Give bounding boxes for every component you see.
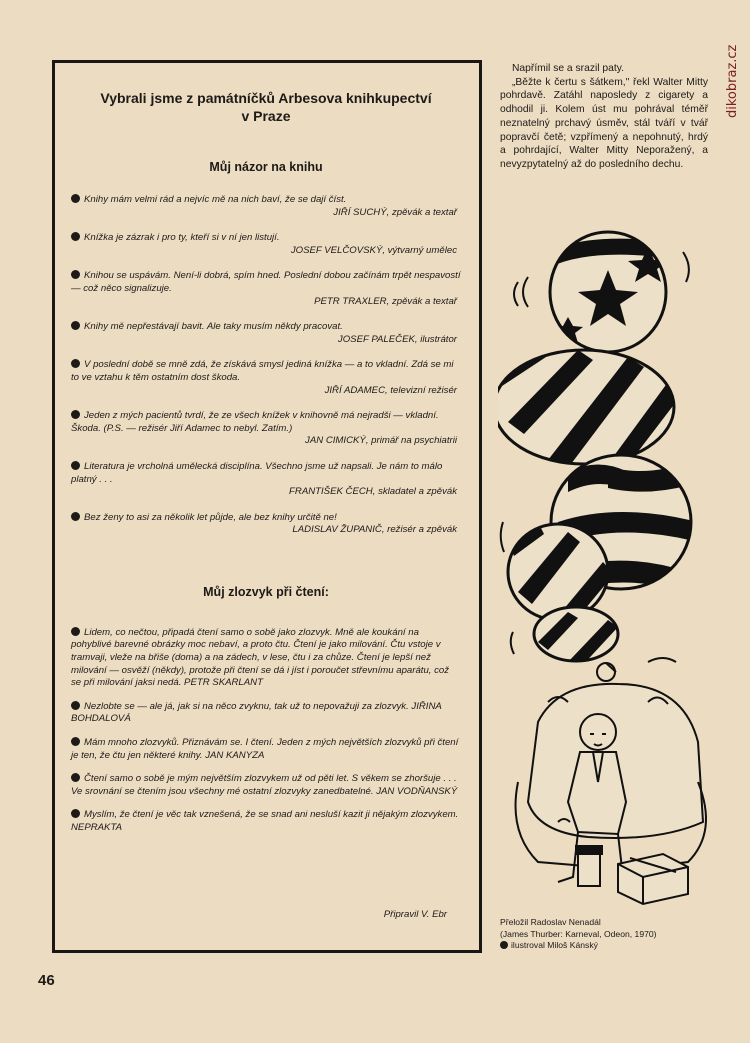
author-name: PETR TRAXLER [314,295,387,307]
author-role: , ilustrátor [414,333,457,345]
bullet-icon [71,270,80,279]
quote-item [71,359,461,397]
author-role: , televizní režisér [385,384,457,396]
habit-item [71,773,461,798]
watermark: dikobraz.cz [725,44,740,118]
habit-text: Nezlobte se — ale já, jak si na něco zvyknu, tak už to nepovažuji za zlozvyk. JIŘINA BOHDALOVÁ [71,700,442,725]
habit-text: Mám mnoho zlozvyků. Přiznávám se. I čtení. Jeden z mých největších zlozvyků při čtení je ten, že čtu jen některé knihy. JAN KANYZA [71,737,459,761]
habit-item [71,737,461,762]
bullet-icon [71,627,80,636]
quotes-box [52,60,482,953]
quote-item [71,232,461,257]
quote-text: Knihy mám velmi rád a nejvíc mě na nich baví, že se dají číst. [84,194,347,205]
habit-text: Čtení samo o sobě je mým největším zlozvykem už od pěti let. S věkem se zhoršuje . . . Ve srovnání se čtením jsou všechny mé ostatní zlozvyky zanedbatelné. JAN VODŇANSKÝ [71,773,458,797]
author-role: , zpěvák a textař [386,295,457,307]
quote-item [71,194,461,219]
quote-author [71,486,461,499]
illustrator-text: ilustroval Miloš Kánský [511,940,598,951]
bullet-icon [71,321,80,330]
habit-text: Lidem, co nečtou, připadá čtení samo o sobě jako zlozvyk. Mně ale koukání na pohyblivé barevné obrázky moc nebaví, a proto čtu. Čtení je jako milování. Čtu vstoje v tramvaji, vleže na břiše (doma) a na zádech, v lese, čtu i za chůze. Čtení je lepší než milování — osvěží (někdy), protože při čtení se dá i jíst i poroučet střevnímu aparátu, což se při milování jaksi nedá. PETR SKARLANT [71,626,450,689]
quote-text: Jeden z mých pacientů tvrdí, že ze všech knížek v knihovně má nejradši — vkladní. Škoda. (P.S. — režisér Jiří Adamec to nebyl. Zatím.) [71,410,439,434]
source-credit: (James Thurber: Karneval, Odeon, 1970) [500,928,657,939]
bullet-icon [71,461,80,470]
bullet-icon [71,701,80,710]
habit-item [71,627,461,690]
habit-item [71,809,461,834]
quote-text: Literatura je vrcholná umělecká disciplína. Všechno jsme už napsali. Je nám to málo platný . . . [71,460,443,485]
translator-credit: Přeložil Radoslav Nenadál [500,917,601,927]
page-number: 46 [38,972,55,989]
story-paragraph: „Běžte k čertu s šátkem," řekl Walter Mitty pohrdavě. Zatáhl naposledy z cigarety a odhodil ji. Kolem úst mu pohrával téměř neznatelný prchavý úsměv, stál tváří v tvář popravčí četě; vzpřímený a nepohnutý, hrdý a pohrdající, Walter Mitty Neporažený, a nevyzpytatelný až do posledního dechu. [500,76,708,170]
quote-author [71,385,461,398]
author-name: JAN CIMICKÝ [305,435,366,447]
author-role: , výtvarný umělec [382,244,457,256]
egg-small-icon [534,607,618,668]
quote-author [71,245,461,258]
section-title-habit: Můj zlozvyk při čtení: [203,584,329,599]
man-in-armchair [516,684,707,882]
bullet-icon [71,809,80,818]
bullet-icon [71,194,80,203]
quote-item [71,321,461,346]
bullet-icon [71,512,80,521]
author-name: JOSEF VELČOVSKÝ [290,244,383,256]
habit-item [71,701,461,726]
bullet-icon [71,773,80,782]
habit-text: Myslím, že čtení je věc tak vznešená, že se snad ani nesluší kazit ji nějakým zlozvykem. NEPRAKTA [71,809,459,833]
bullet-icon [71,737,80,746]
quote-text: Knihy mě nepřestávají bavit. Ale taky musím někdy pracovat. [84,321,343,333]
cartoon-illustration [498,222,720,912]
author-role: , režisér a zpěvák [381,524,457,536]
bullet-icon [500,941,508,949]
jar-and-box [576,846,688,904]
bullet-icon [71,359,80,368]
author-role: , primář na psychiatrii [365,435,457,447]
bullet-icon [71,232,80,241]
quote-text: Bez ženy to asi za několik let půjde, ale bez knihy určitě ne! [84,511,337,523]
quote-text: Knihou se uspávám. Není-li dobrá, spím hned. Poslední dobou začínám trpět nespavostí — což něco signalizuje. [71,270,461,294]
bullet-icon [71,410,80,419]
author-role: , zpěvák a textař [386,206,457,218]
prepared-by: Připravil V. Ebr [383,909,447,920]
author-name: JOSEF PALEČEK [337,333,415,345]
story-text [500,62,708,172]
box-title-line2: v Praze [241,108,291,124]
quote-item [71,512,461,537]
author-name: FRANTIŠEK ČECH [289,486,373,498]
quote-author [71,524,461,537]
quote-author [71,334,461,347]
section-title-opinion: Můj názor na knihu [209,160,323,174]
egg-star-icon [548,232,668,352]
quote-item [71,270,461,308]
quote-item [71,461,461,499]
box-title-line1: Vybrali jsme z památníčků Arbesova knihkupectví [100,90,432,106]
illustrator-credit [500,940,730,952]
quote-author [71,207,461,220]
quote-item [71,410,461,448]
quote-text: V poslední době se mně zdá, že získává smysl jediná knížka — a to vkladní. Zdá se mi to ve vztahu k těm ostatním dost škoda. [71,359,454,383]
credits [500,917,730,952]
egg-striped-icon [498,342,682,470]
quote-text: Knížka je zázrak i pro ty, kteří si v ní jen listují. [84,232,280,244]
author-name: LADISLAV ŽUPANIČ [292,524,382,536]
box-title [71,89,461,125]
author-role: , skladatel a zpěvák [372,486,457,498]
quote-author [71,296,461,309]
story-paragraph: Napřímil se a srazil paty. [512,63,624,74]
author-name: JIŘÍ SUCHÝ [333,206,387,218]
quote-author [71,435,461,448]
author-name: JIŘÍ ADAMEC [324,384,386,396]
